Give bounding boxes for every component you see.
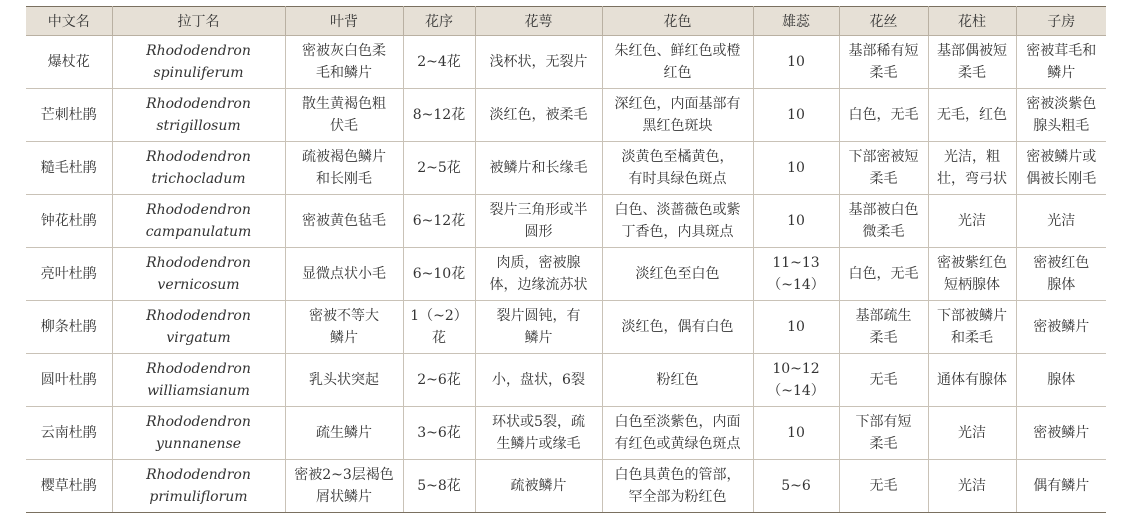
cell-leaf-back [285,89,403,142]
cell-style-line: 基部偶被短 [937,43,1007,59]
cell-flower-color-line: 淡红色至白色 [635,266,720,282]
cell-calyx-line: 环状或5裂，疏 [492,414,585,430]
cell-style-line: 无毛，红色 [937,107,1007,123]
cell-latin-name-line: Rhododendron [146,96,251,112]
cell-stamen-line: 11~13 [772,255,820,271]
cell-ovary-line: 偶有鳞片 [1033,478,1090,494]
cell-latin-name [112,354,285,407]
cell-style-line: 柔毛 [958,65,986,81]
table-row [26,36,1106,89]
cell-filament-line: 白色，无毛 [848,266,919,282]
cell-flower-color [602,407,753,460]
cell-style-line: 光洁 [958,213,986,229]
cell-filament-line: 微柔毛 [862,224,905,240]
cell-leaf-back [285,195,403,248]
cell-style-line: 下部被鳞片 [937,308,1007,324]
cell-calyx [475,36,602,89]
cell-leaf-back-line: 伏毛 [330,118,358,134]
cell-filament-line: 柔毛 [869,330,898,346]
cell-stamen-line: 10 [787,425,805,441]
cell-stamen [753,89,839,142]
cell-filament-line: 白色，无毛 [848,107,919,123]
cell-leaf-back-line: 散生黄褐色粗 [302,96,386,112]
cell-leaf-back [285,301,403,354]
cell-stamen-line: （~14） [767,383,825,399]
cell-style-line: 和柔毛 [951,330,993,346]
header-ovary: 子房 [1016,7,1106,36]
cell-inflorescence-line: 5~8花 [417,478,461,494]
cell-calyx-line: 小，盘状，6裂 [492,372,585,388]
cell-calyx [475,195,602,248]
cell-style [928,248,1016,301]
cell-calyx-line: 淡红色，被柔毛 [489,107,588,123]
cell-filament-line: 基部被白色 [848,202,919,218]
cell-leaf-back-line: 密被灰白色柔 [302,43,386,59]
cell-latin-name-line: strigillosum [156,118,241,134]
cell-calyx-line: 圆形 [524,224,553,240]
cell-inflorescence-line: 2~6花 [417,372,461,388]
table-row [26,301,1106,354]
cell-ovary-line: 腺体 [1047,372,1076,388]
table-body [26,36,1106,513]
cell-leaf-back-line: 和长刚毛 [316,171,372,187]
cell-calyx [475,460,602,513]
cell-inflorescence [403,460,475,513]
cell-ovary-line: 光洁 [1047,213,1076,229]
cell-leaf-back-line: 密被不等大 [309,308,379,324]
cell-cn-name: 芒刺杜鹃 [26,89,112,142]
cell-leaf-back-line: 疏被褐色鳞片 [302,149,386,165]
cell-inflorescence [403,89,475,142]
cell-flower-color [602,89,753,142]
cell-inflorescence-line: 花 [432,330,446,346]
cell-calyx [475,407,602,460]
cell-inflorescence-line: 3~6花 [417,425,461,441]
cell-latin-name [112,248,285,301]
cell-style-line: 通体有腺体 [937,372,1007,388]
table-row [26,354,1106,407]
cell-filament-line: 柔毛 [869,171,898,187]
cell-flower-color [602,36,753,89]
cell-ovary-line: 密被茸毛和 [1026,43,1097,59]
cell-ovary-line: 偶被长刚毛 [1026,171,1097,187]
cell-inflorescence [403,301,475,354]
cell-latin-name [112,142,285,195]
cell-latin-name-line: spinuliferum [153,65,244,81]
cell-inflorescence [403,142,475,195]
cell-calyx-line: 肉质，密被腺 [496,255,581,271]
cell-calyx-line: 疏被鳞片 [510,478,567,494]
table-row [26,142,1106,195]
cell-stamen [753,301,839,354]
cell-calyx [475,89,602,142]
cell-flower-color-line: 白色至淡紫色，内面 [614,414,741,430]
cell-filament-line: 无毛 [869,478,898,494]
header-stamen: 雄蕊 [753,7,839,36]
cell-stamen-line: 10 [787,319,805,335]
cell-cn-name: 樱草杜鹃 [26,460,112,513]
cell-leaf-back-line: 密被黄色毡毛 [302,213,386,229]
header-filament: 花丝 [839,7,928,36]
cell-leaf-back [285,354,403,407]
cell-ovary-line: 密被鳞片 [1033,319,1090,335]
cell-filament [839,460,928,513]
cell-flower-color [602,354,753,407]
cell-ovary [1016,301,1106,354]
cell-latin-name [112,460,285,513]
cell-inflorescence [403,36,475,89]
cell-filament [839,36,928,89]
cell-leaf-back-line: 密被2~3层褐色 [294,467,394,483]
cell-calyx-line: 生鳞片或缘毛 [496,436,581,452]
cell-latin-name [112,407,285,460]
cell-flower-color-line: 白色、淡蔷薇色或紫 [614,202,741,218]
cell-flower-color-line: 红色 [663,65,692,81]
cell-cn-name: 云南杜鹃 [26,407,112,460]
cell-inflorescence-line: 6~10花 [412,266,466,282]
table-row [26,460,1106,513]
table-row [26,407,1106,460]
cell-filament [839,89,928,142]
cell-ovary-line: 密被淡紫色 [1026,96,1097,112]
cell-flower-color-line: 朱红色、鲜红色或橙 [614,43,741,59]
cell-calyx-line: 浅杯状，无裂片 [489,54,588,70]
cell-stamen [753,354,839,407]
cell-flower-color-line: 有时具绿色斑点 [628,171,727,187]
cell-latin-name [112,36,285,89]
cell-style [928,460,1016,513]
cell-filament-line: 下部密被短 [848,149,919,165]
cell-style-line: 光洁 [958,425,986,441]
cell-flower-color-line: 淡黄色至橘黄色， [621,149,734,165]
cell-inflorescence-line: 1（~2） [410,308,468,324]
cell-flower-color-line: 粉红色 [656,372,699,388]
cell-ovary [1016,248,1106,301]
cell-ovary-line: 腺体 [1047,277,1076,293]
cell-filament-line: 柔毛 [869,436,898,452]
cell-ovary [1016,460,1106,513]
cell-leaf-back-line: 毛和鳞片 [316,65,372,81]
cell-style [928,354,1016,407]
cell-inflorescence-line: 8~12花 [412,107,466,123]
cell-ovary-line: 密被鳞片或 [1026,149,1097,165]
cell-calyx-line: 体，边缘流苏状 [489,277,588,293]
cell-stamen [753,36,839,89]
cell-stamen [753,460,839,513]
table-row [26,89,1106,142]
cell-filament [839,301,928,354]
cell-calyx [475,301,602,354]
cell-style-line: 短柄腺体 [944,277,1000,293]
cell-stamen [753,142,839,195]
cell-inflorescence-line: 2~5花 [417,160,461,176]
header-latin-name: 拉丁名 [112,7,285,36]
cell-stamen-line: 10 [787,54,805,70]
cell-latin-name-line: Rhododendron [146,361,251,377]
cell-ovary [1016,142,1106,195]
header-leaf-back: 叶背 [285,7,403,36]
cell-flower-color [602,248,753,301]
cell-stamen-line: 10 [787,107,805,123]
cell-latin-name-line: primuliflorum [149,489,248,505]
cell-latin-name-line: Rhododendron [146,43,251,59]
cell-flower-color [602,195,753,248]
cell-latin-name-line: Rhododendron [146,149,251,165]
cell-stamen [753,248,839,301]
cell-leaf-back [285,248,403,301]
cell-style-line: 光洁 [958,478,986,494]
cell-latin-name-line: Rhododendron [146,255,251,271]
cell-stamen-line: （~14） [767,277,825,293]
cell-flower-color [602,142,753,195]
cell-calyx [475,248,602,301]
cell-filament [839,354,928,407]
cell-leaf-back-line: 显微点状小毛 [302,266,386,282]
rhododendron-comparison-table [26,6,1106,513]
header-flower-color: 花色 [602,7,753,36]
cell-calyx [475,142,602,195]
cell-leaf-back [285,142,403,195]
cell-filament [839,195,928,248]
cell-latin-name [112,195,285,248]
cell-latin-name-line: Rhododendron virgatum [146,308,251,346]
cell-cn-name: 糙毛杜鹃 [26,142,112,195]
cell-inflorescence-line: 6~12花 [412,213,466,229]
cell-leaf-back-line: 乳头状突起 [309,372,379,388]
cell-inflorescence [403,354,475,407]
cell-latin-name-line: campanulatum [145,224,252,240]
cell-ovary-line: 密被红色 [1033,255,1090,271]
cell-leaf-back [285,407,403,460]
cell-flower-color-line: 深红色，内面基部有 [614,96,741,112]
cell-ovary-line: 腺头粗毛 [1033,118,1090,134]
cell-cn-name: 圆叶杜鹃 [26,354,112,407]
cell-flower-color-line: 黑红色斑块 [642,118,713,134]
cell-filament-line: 基部疏生 [855,308,912,324]
cell-stamen [753,407,839,460]
cell-filament [839,248,928,301]
cell-flower-color-line: 丁香色，内具斑点 [621,224,734,240]
cell-latin-name-line: williamsianum [147,383,250,399]
cell-calyx-line: 被鳞片和长缘毛 [489,160,588,176]
cell-filament [839,407,928,460]
cell-latin-name-line: Rhododendron [146,202,251,218]
cell-ovary [1016,354,1106,407]
cell-latin-name-line: Rhododendron [146,414,251,430]
table-row [26,195,1106,248]
header-inflorescence: 花序 [403,7,475,36]
comparison-table-container [26,6,1106,513]
cell-leaf-back [285,460,403,513]
cell-latin-name [112,301,285,354]
cell-calyx-line: 鳞片 [524,330,553,346]
cell-ovary [1016,195,1106,248]
header-cn-name: 中文名 [26,7,112,36]
table-row [26,248,1106,301]
header-row [26,7,1106,36]
cell-style [928,89,1016,142]
header-calyx: 花萼 [475,7,602,36]
header-style: 花柱 [928,7,1016,36]
cell-leaf-back-line: 鳞片 [330,330,358,346]
cell-ovary-line: 密被鳞片 [1033,425,1090,441]
cell-inflorescence [403,248,475,301]
cell-cn-name: 亮叶杜鹃 [26,248,112,301]
cell-style [928,301,1016,354]
cell-leaf-back-line: 疏生鳞片 [316,425,372,441]
cell-stamen-line: 10~12 [772,361,820,377]
cell-leaf-back-line: 屑状鳞片 [316,489,372,505]
cell-stamen-line: 5~6 [781,478,811,494]
cell-style [928,407,1016,460]
cell-cn-name: 柳条杜鹃 [26,301,112,354]
cell-flower-color-line: 淡红色，偶有白色 [621,319,734,335]
cell-latin-name-line: trichocladum [151,171,246,187]
cell-filament-line: 柔毛 [869,65,898,81]
cell-calyx-line: 裂片圆钝，有 [496,308,581,324]
cell-flower-color-line: 罕全部为粉红色 [628,489,727,505]
cell-latin-name-line: vernicosum [157,277,240,293]
cell-inflorescence [403,407,475,460]
cell-calyx [475,354,602,407]
cell-leaf-back [285,36,403,89]
cell-flower-color [602,460,753,513]
cell-style-line: 密被紫红色 [937,255,1007,271]
cell-ovary [1016,407,1106,460]
cell-stamen-line: 10 [787,160,805,176]
cell-inflorescence [403,195,475,248]
cell-style [928,142,1016,195]
cell-filament-line: 基部稀有短 [848,43,919,59]
cell-latin-name-line: Rhododendron [146,467,251,483]
cell-ovary [1016,89,1106,142]
cell-inflorescence-line: 2~4花 [417,54,461,70]
cell-cn-name: 爆杖花 [26,36,112,89]
cell-style-line: 光洁，粗 [944,149,1000,165]
cell-style-line: 壮，弯弓状 [937,171,1007,187]
cell-flower-color [602,301,753,354]
cell-filament-line: 下部有短 [855,414,912,430]
cell-filament-line: 无毛 [869,372,898,388]
cell-flower-color-line: 有红色或黄绿色斑点 [614,436,741,452]
cell-filament [839,142,928,195]
cell-latin-name-line: yunnanense [155,436,242,452]
cell-style [928,36,1016,89]
cell-calyx-line: 裂片三角形或半 [489,202,588,218]
cell-latin-name [112,89,285,142]
cell-flower-color-line: 白色具黄色的管部， [614,467,741,483]
cell-ovary-line: 鳞片 [1047,65,1076,81]
cell-cn-name: 钟花杜鹃 [26,195,112,248]
cell-style [928,195,1016,248]
cell-stamen-line: 10 [787,213,805,229]
cell-ovary [1016,36,1106,89]
cell-stamen [753,195,839,248]
